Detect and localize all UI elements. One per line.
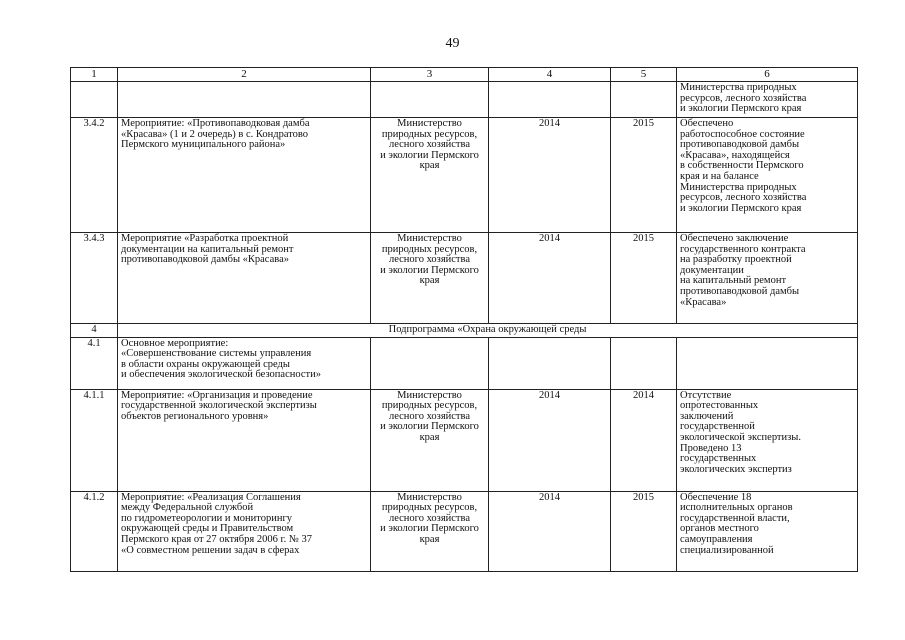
header-cell-5: 5 (611, 68, 677, 82)
table-row (71, 82, 858, 118)
section-number: 4 (71, 324, 118, 338)
row-number: 4.1.1 (71, 389, 118, 491)
table-header-row (71, 68, 858, 82)
result-cell: Министерства природных ресурсов, лесного хозяйства и экологии Пермского края (677, 82, 858, 118)
end-year-cell (611, 337, 677, 389)
event-cell (118, 82, 371, 118)
end-year-cell: 2015 (611, 233, 677, 324)
result-cell: Обеспечение 18 исполнительных органов государственной власти, органов местного самоуправления специализированной (677, 491, 858, 571)
table-row (71, 118, 858, 233)
executor-cell: Министерство природных ресурсов, лесного хозяйства и экологии Пермского края (371, 491, 489, 571)
row-number: 4.1.2 (71, 491, 118, 571)
result-cell: Отсутствие опротестованных заключений государственной экологической экспертизы. Проведено 13 государственных экологических экспертиз (677, 389, 858, 491)
header-cell-4: 4 (489, 68, 611, 82)
event-cell: Мероприятие «Разработка проектной документации на капитальный ремонт противопаводковой дамбы «Красава» (118, 233, 371, 324)
table-row (71, 233, 858, 324)
page-number: 49 (445, 36, 460, 51)
end-year-cell: 2015 (611, 118, 677, 233)
event-cell: Мероприятие: «Организация и проведение государственной экологической экспертизы объектов регионального уровня» (118, 389, 371, 491)
row-number: 3.4.3 (71, 233, 118, 324)
event-cell: Основное мероприятие: «Совершенствование системы управления в области охраны окружающей среды и обеспечения экологической безопасности» (118, 337, 371, 389)
end-year-cell: 2014 (611, 389, 677, 491)
executor-cell (371, 82, 489, 118)
start-year-cell: 2014 (489, 233, 611, 324)
start-year-cell: 2014 (489, 389, 611, 491)
section-row (71, 324, 858, 338)
executor-cell: Министерство природных ресурсов, лесного хозяйства и экологии Пермского края (371, 389, 489, 491)
table-row (71, 389, 858, 491)
start-year-cell: 2014 (489, 118, 611, 233)
row-number (71, 82, 118, 118)
start-year-cell (489, 82, 611, 118)
header-cell-3: 3 (371, 68, 489, 82)
header-cell-1: 1 (71, 68, 118, 82)
end-year-cell: 2015 (611, 491, 677, 571)
row-number: 3.4.2 (71, 118, 118, 233)
executor-cell: Министерство природных ресурсов, лесного хозяйства и экологии Пермского края (371, 118, 489, 233)
table-row (71, 337, 858, 389)
table-row (71, 491, 858, 571)
event-cell: Мероприятие: «Реализация Соглашения между Федеральной службой по гидрометеорологии и мониторингу окружающей среды и Правительством Пермского края от 27 октября 2006 г. № 37 «О совместном решении задач в сферах (118, 491, 371, 571)
executor-cell: Министерство природных ресурсов, лесного хозяйства и экологии Пермского края (371, 233, 489, 324)
program-table (70, 67, 858, 572)
event-cell: Мероприятие: «Противопаводковая дамба «Красава» (1 и 2 очередь) в с. Кондратово Пермского муниципального района» (118, 118, 371, 233)
executor-cell (371, 337, 489, 389)
result-cell (677, 337, 858, 389)
result-cell: Обеспечено заключение государственного контракта на разработку проектной документации на капитальный ремонт противопаводковой дамбы «Красава» (677, 233, 858, 324)
result-cell: Обеспечено работоспособное состояние противопаводковой дамбы «Красава», находящейся в собственности Пермского края и на балансе Министерства природных ресурсов, лесного хозяйства и экологии Пермского края (677, 118, 858, 233)
end-year-cell (611, 82, 677, 118)
section-title: Подпрограмма «Охрана окружающей среды (118, 324, 858, 338)
header-cell-2: 2 (118, 68, 371, 82)
start-year-cell (489, 337, 611, 389)
row-number: 4.1 (71, 337, 118, 389)
header-cell-6: 6 (677, 68, 858, 82)
start-year-cell: 2014 (489, 491, 611, 571)
